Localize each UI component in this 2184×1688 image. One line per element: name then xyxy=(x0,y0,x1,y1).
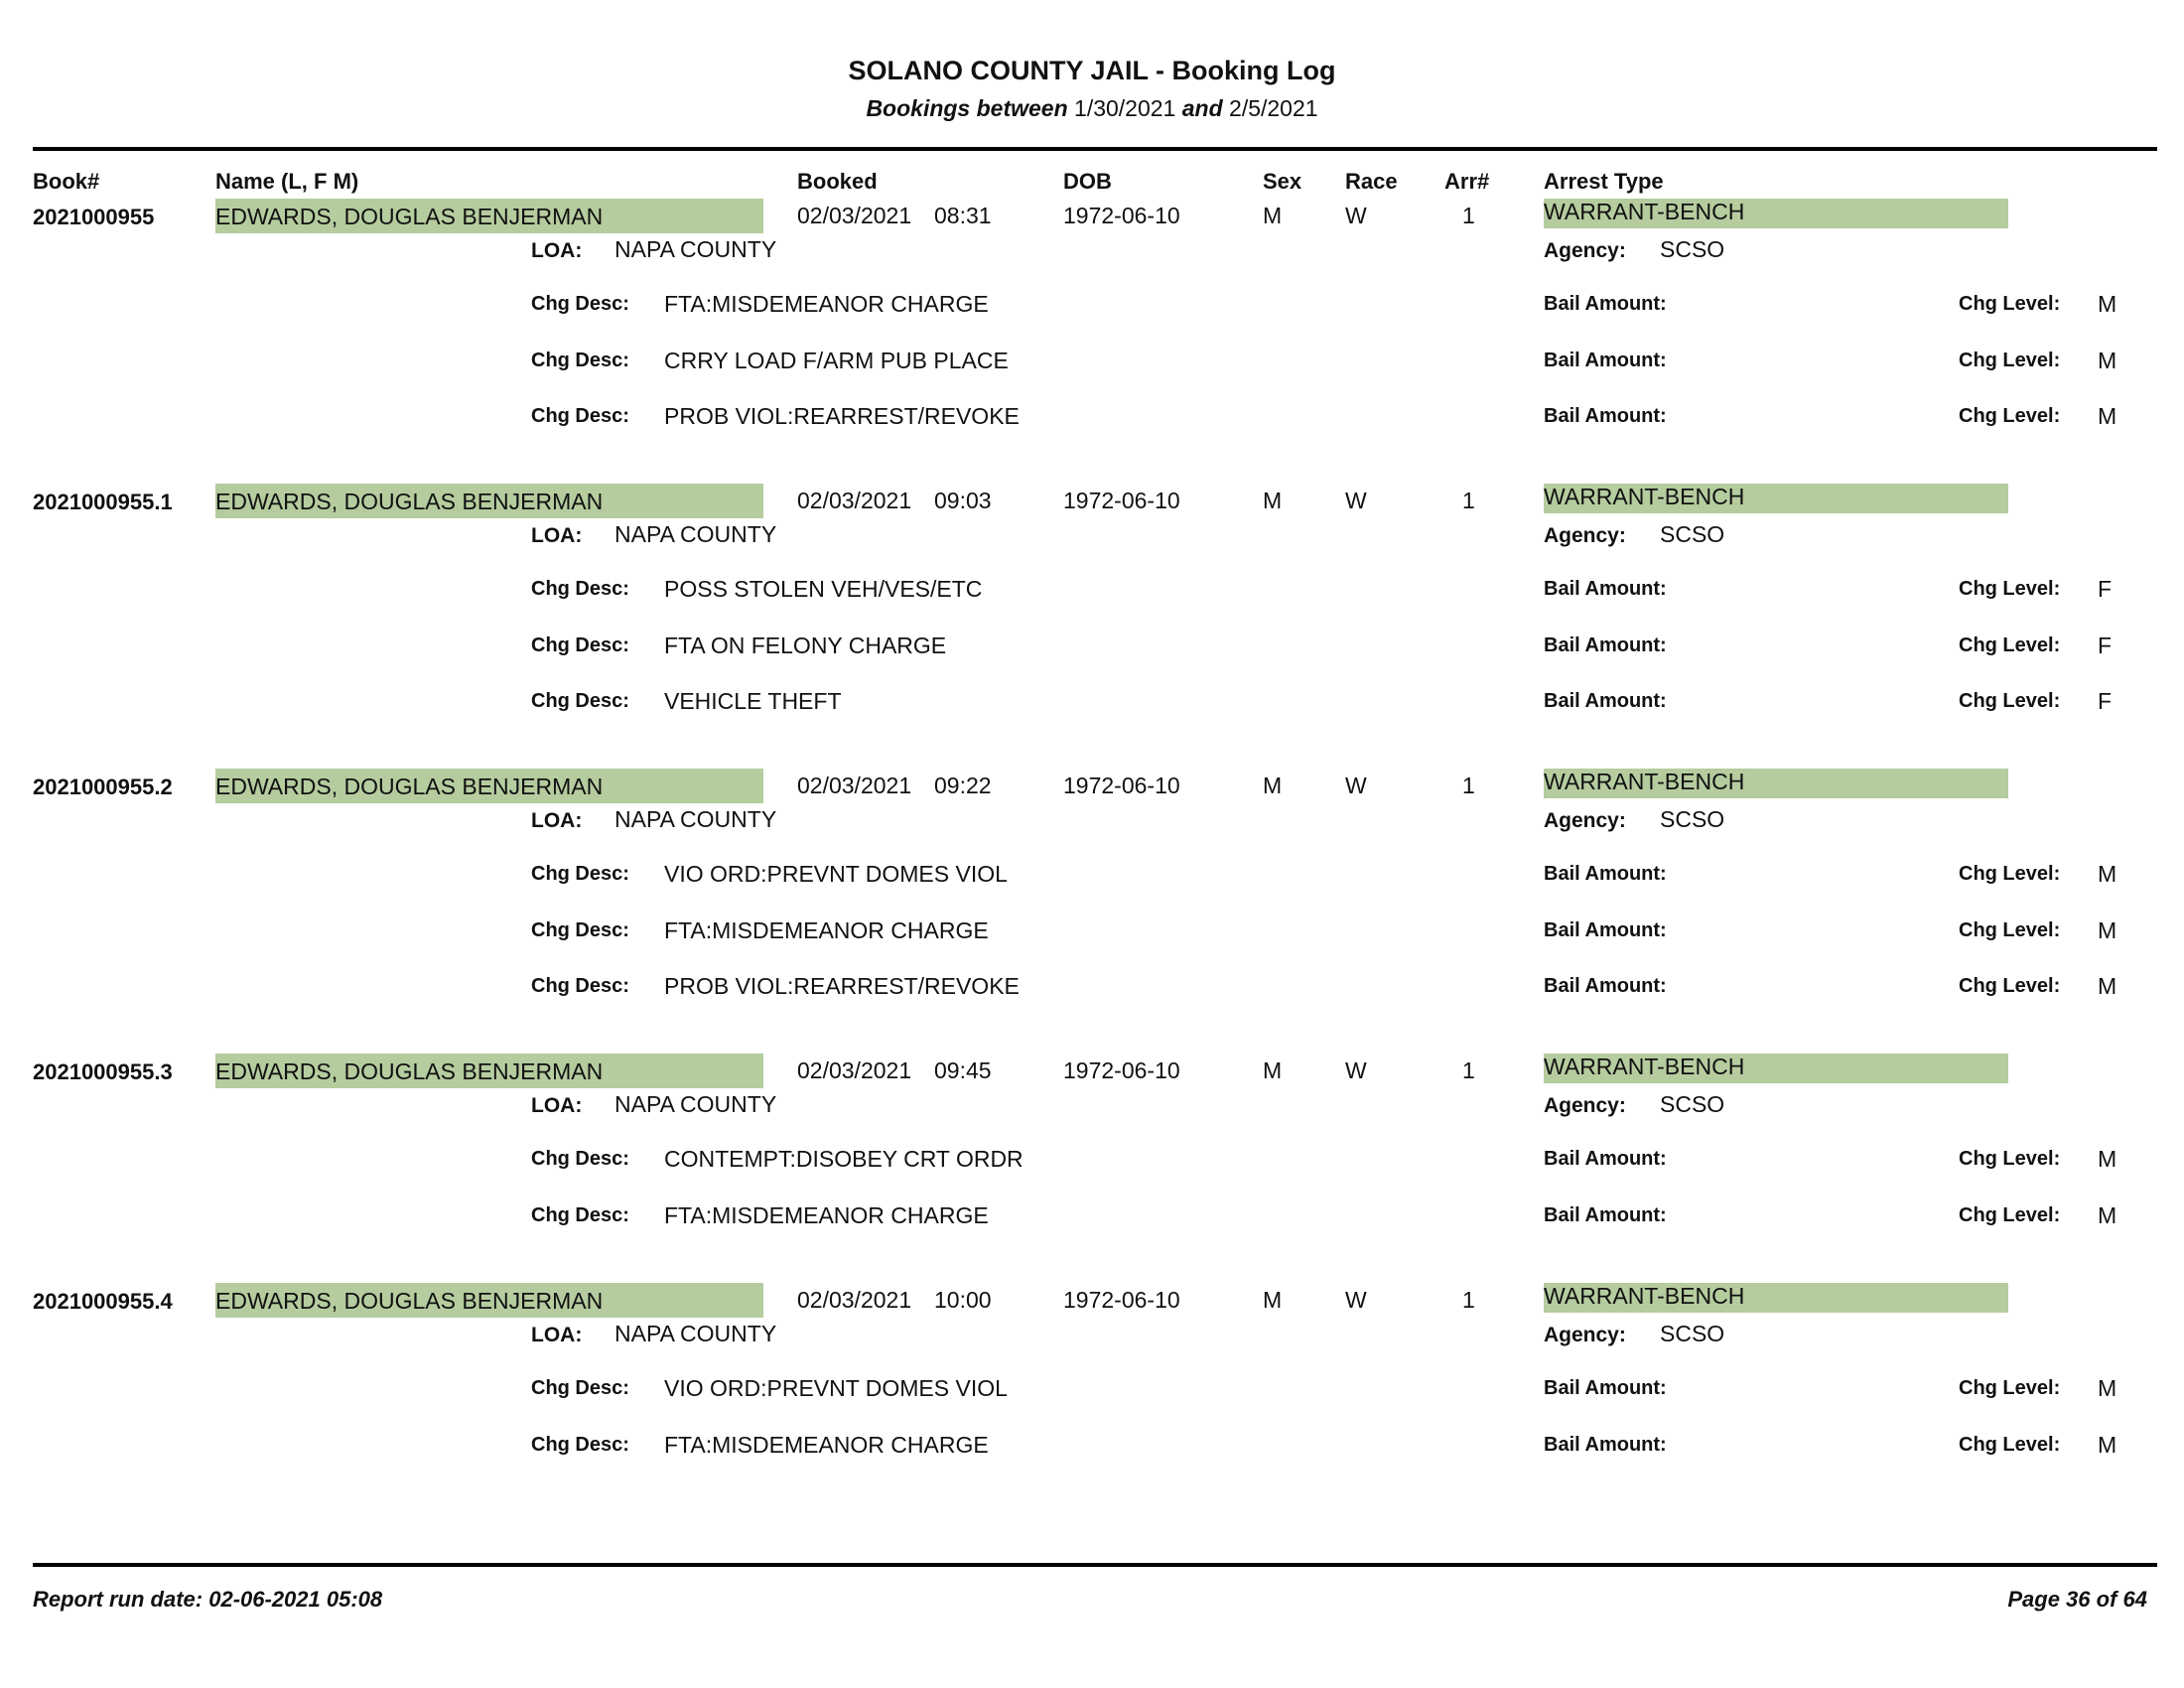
booked-time: 10:00 xyxy=(934,1287,992,1313)
arrest-number: 1 xyxy=(1462,773,1475,798)
col-name: Name (L, F M) xyxy=(215,169,359,194)
booking-record xyxy=(0,1050,2184,1308)
col-sex: Sex xyxy=(1263,169,1302,194)
agency-value: SCSO xyxy=(1660,521,1725,547)
loa-value: NAPA COUNTY xyxy=(614,1321,777,1346)
end-date: 2/5/2021 xyxy=(1229,95,1318,121)
charge-level: M xyxy=(2098,1432,2117,1458)
charge-desc: CRRY LOAD F/ARM PUB PLACE xyxy=(664,348,1009,373)
start-date: 1/30/2021 xyxy=(1074,95,1176,121)
header-divider xyxy=(33,147,2157,151)
bail-amount-label: Bail Amount: xyxy=(1544,405,1667,427)
dob: 1972-06-10 xyxy=(1063,1057,1180,1083)
charge-level: M xyxy=(2098,1375,2117,1401)
inmate-name: EDWARDS, DOUGLAS BENJERMAN xyxy=(215,199,763,233)
inmate-name: EDWARDS, DOUGLAS BENJERMAN xyxy=(215,484,763,518)
race: W xyxy=(1345,1287,1367,1313)
dob: 1972-06-10 xyxy=(1063,203,1180,228)
agency-label: Agency: xyxy=(1544,1324,1626,1346)
bail-amount-label: Bail Amount: xyxy=(1544,293,1667,315)
charge-level: M xyxy=(2098,348,2117,373)
charge-level: F xyxy=(2098,576,2113,602)
booked-time: 09:22 xyxy=(934,773,992,798)
charge-desc-label: Chg Desc: xyxy=(531,1434,629,1456)
dob: 1972-06-10 xyxy=(1063,488,1180,513)
col-arr: Arr# xyxy=(1444,169,1490,194)
sex: M xyxy=(1263,203,1283,228)
charge-desc-label: Chg Desc: xyxy=(531,1204,629,1226)
charge-level-label: Chg Level: xyxy=(1959,293,2061,315)
agency-value: SCSO xyxy=(1660,236,1725,262)
charge-level-label: Chg Level: xyxy=(1959,690,2061,712)
race: W xyxy=(1345,488,1367,513)
charge-level-label: Chg Level: xyxy=(1959,350,2061,371)
report-run-date: Report run date: 02-06-2021 05:08 xyxy=(33,1587,383,1612)
loa-label: LOA: xyxy=(531,524,583,547)
arrest-number: 1 xyxy=(1462,1287,1475,1313)
bail-amount-label: Bail Amount: xyxy=(1544,1434,1667,1456)
charge-level-label: Chg Level: xyxy=(1959,1377,2061,1399)
charge-level-label: Chg Level: xyxy=(1959,578,2061,600)
col-arrest-type: Arrest Type xyxy=(1544,169,1664,194)
agency-label: Agency: xyxy=(1544,809,1626,832)
agency-value: SCSO xyxy=(1660,1091,1725,1117)
page-number: Page 36 of 64 xyxy=(2007,1587,2147,1612)
charge-level-label: Chg Level: xyxy=(1959,1204,2061,1226)
booking-record xyxy=(0,1279,2184,1537)
sex: M xyxy=(1263,488,1283,513)
sex: M xyxy=(1263,1057,1283,1083)
booked-date: 02/03/2021 xyxy=(797,488,912,513)
charge-level-label: Chg Level: xyxy=(1959,863,2061,885)
booked-time: 08:31 xyxy=(934,203,992,228)
dob: 1972-06-10 xyxy=(1063,1287,1180,1313)
charge-level-label: Chg Level: xyxy=(1959,975,2061,997)
charge-level: M xyxy=(2098,917,2117,943)
bail-amount-label: Bail Amount: xyxy=(1544,863,1667,885)
charge-level-label: Chg Level: xyxy=(1959,634,2061,656)
charge-desc-label: Chg Desc: xyxy=(531,863,629,885)
arrest-number: 1 xyxy=(1462,203,1475,228)
charge-desc: FTA:MISDEMEANOR CHARGE xyxy=(664,1202,989,1228)
bail-amount-label: Bail Amount: xyxy=(1544,578,1667,600)
booking-record xyxy=(0,765,2184,1023)
booked-date: 02/03/2021 xyxy=(797,1287,912,1313)
charge-level: M xyxy=(2098,403,2117,429)
subtitle-and: and xyxy=(1181,95,1223,121)
bail-amount-label: Bail Amount: xyxy=(1544,919,1667,941)
charge-level: M xyxy=(2098,861,2117,887)
book-number: 2021000955.2 xyxy=(33,774,173,799)
charge-desc: VEHICLE THEFT xyxy=(664,688,842,714)
col-booked: Booked xyxy=(797,169,878,194)
charge-desc-label: Chg Desc: xyxy=(531,975,629,997)
agency-value: SCSO xyxy=(1660,1321,1725,1346)
loa-label: LOA: xyxy=(531,1094,583,1117)
charge-desc-label: Chg Desc: xyxy=(531,578,629,600)
booked-date: 02/03/2021 xyxy=(797,203,912,228)
race: W xyxy=(1345,1057,1367,1083)
footer-divider xyxy=(33,1563,2157,1567)
booked-date: 02/03/2021 xyxy=(797,1057,912,1083)
charge-desc-label: Chg Desc: xyxy=(531,350,629,371)
charge-desc: CONTEMPT:DISOBEY CRT ORDR xyxy=(664,1146,1024,1172)
loa-value: NAPA COUNTY xyxy=(614,1091,777,1117)
charge-desc: FTA:MISDEMEANOR CHARGE xyxy=(664,917,989,943)
loa-label: LOA: xyxy=(531,1324,583,1346)
loa-value: NAPA COUNTY xyxy=(614,806,777,832)
bail-amount-label: Bail Amount: xyxy=(1544,1148,1667,1170)
agency-label: Agency: xyxy=(1544,239,1626,262)
charge-desc: VIO ORD:PREVNT DOMES VIOL xyxy=(664,861,1008,887)
book-number: 2021000955.1 xyxy=(33,490,173,514)
arrest-number: 1 xyxy=(1462,1057,1475,1083)
charge-desc-label: Chg Desc: xyxy=(531,634,629,656)
bail-amount-label: Bail Amount: xyxy=(1544,350,1667,371)
booking-record xyxy=(0,480,2184,738)
charge-desc: POSS STOLEN VEH/VES/ETC xyxy=(664,576,983,602)
book-number: 2021000955.4 xyxy=(33,1289,173,1314)
charge-level: M xyxy=(2098,973,2117,999)
loa-label: LOA: xyxy=(531,809,583,832)
arrest-type: WARRANT-BENCH xyxy=(1544,1054,2008,1083)
charge-desc: FTA:MISDEMEANOR CHARGE xyxy=(664,1432,989,1458)
charge-desc-label: Chg Desc: xyxy=(531,1377,629,1399)
loa-value: NAPA COUNTY xyxy=(614,236,777,262)
race: W xyxy=(1345,773,1367,798)
charge-desc: FTA ON FELONY CHARGE xyxy=(664,633,947,658)
charge-level: F xyxy=(2098,688,2113,714)
charge-desc-label: Chg Desc: xyxy=(531,293,629,315)
agency-label: Agency: xyxy=(1544,524,1626,547)
booking-record xyxy=(0,195,2184,453)
charge-level: F xyxy=(2098,633,2113,658)
sex: M xyxy=(1263,773,1283,798)
booked-date: 02/03/2021 xyxy=(797,773,912,798)
inmate-name: EDWARDS, DOUGLAS BENJERMAN xyxy=(215,1283,763,1318)
charge-desc: PROB VIOL:REARREST/REVOKE xyxy=(664,403,1020,429)
race: W xyxy=(1345,203,1367,228)
charge-desc: VIO ORD:PREVNT DOMES VIOL xyxy=(664,1375,1008,1401)
charge-level-label: Chg Level: xyxy=(1959,919,2061,941)
charge-level: M xyxy=(2098,1146,2117,1172)
arrest-type: WARRANT-BENCH xyxy=(1544,1283,2008,1313)
charge-desc-label: Chg Desc: xyxy=(531,405,629,427)
charge-level: M xyxy=(2098,1202,2117,1228)
bail-amount-label: Bail Amount: xyxy=(1544,1377,1667,1399)
loa-value: NAPA COUNTY xyxy=(614,521,777,547)
charge-level-label: Chg Level: xyxy=(1959,405,2061,427)
charge-desc-label: Chg Desc: xyxy=(531,919,629,941)
loa-label: LOA: xyxy=(531,239,583,262)
bail-amount-label: Bail Amount: xyxy=(1544,1204,1667,1226)
subtitle-prefix: Bookings between xyxy=(866,95,1068,121)
booked-time: 09:45 xyxy=(934,1057,992,1083)
sex: M xyxy=(1263,1287,1283,1313)
charge-desc: FTA:MISDEMEANOR CHARGE xyxy=(664,291,989,317)
arrest-type: WARRANT-BENCH xyxy=(1544,484,2008,513)
arrest-type: WARRANT-BENCH xyxy=(1544,199,2008,228)
col-book: Book# xyxy=(33,169,100,194)
agency-value: SCSO xyxy=(1660,806,1725,832)
charge-level-label: Chg Level: xyxy=(1959,1148,2061,1170)
charge-desc-label: Chg Desc: xyxy=(531,1148,629,1170)
bail-amount-label: Bail Amount: xyxy=(1544,975,1667,997)
book-number: 2021000955 xyxy=(33,205,155,229)
col-race: Race xyxy=(1345,169,1398,194)
inmate-name: EDWARDS, DOUGLAS BENJERMAN xyxy=(215,769,763,803)
booked-time: 09:03 xyxy=(934,488,992,513)
inmate-name: EDWARDS, DOUGLAS BENJERMAN xyxy=(215,1054,763,1088)
agency-label: Agency: xyxy=(1544,1094,1626,1117)
book-number: 2021000955.3 xyxy=(33,1059,173,1084)
bail-amount-label: Bail Amount: xyxy=(1544,690,1667,712)
dob: 1972-06-10 xyxy=(1063,773,1180,798)
charge-level: M xyxy=(2098,291,2117,317)
charge-level-label: Chg Level: xyxy=(1959,1434,2061,1456)
charge-desc: PROB VIOL:REARREST/REVOKE xyxy=(664,973,1020,999)
col-dob: DOB xyxy=(1063,169,1112,194)
report-subtitle xyxy=(0,95,2184,122)
arrest-type: WARRANT-BENCH xyxy=(1544,769,2008,798)
arrest-number: 1 xyxy=(1462,488,1475,513)
report-title: SOLANO COUNTY JAIL - Booking Log xyxy=(848,56,1336,85)
bail-amount-label: Bail Amount: xyxy=(1544,634,1667,656)
charge-desc-label: Chg Desc: xyxy=(531,690,629,712)
